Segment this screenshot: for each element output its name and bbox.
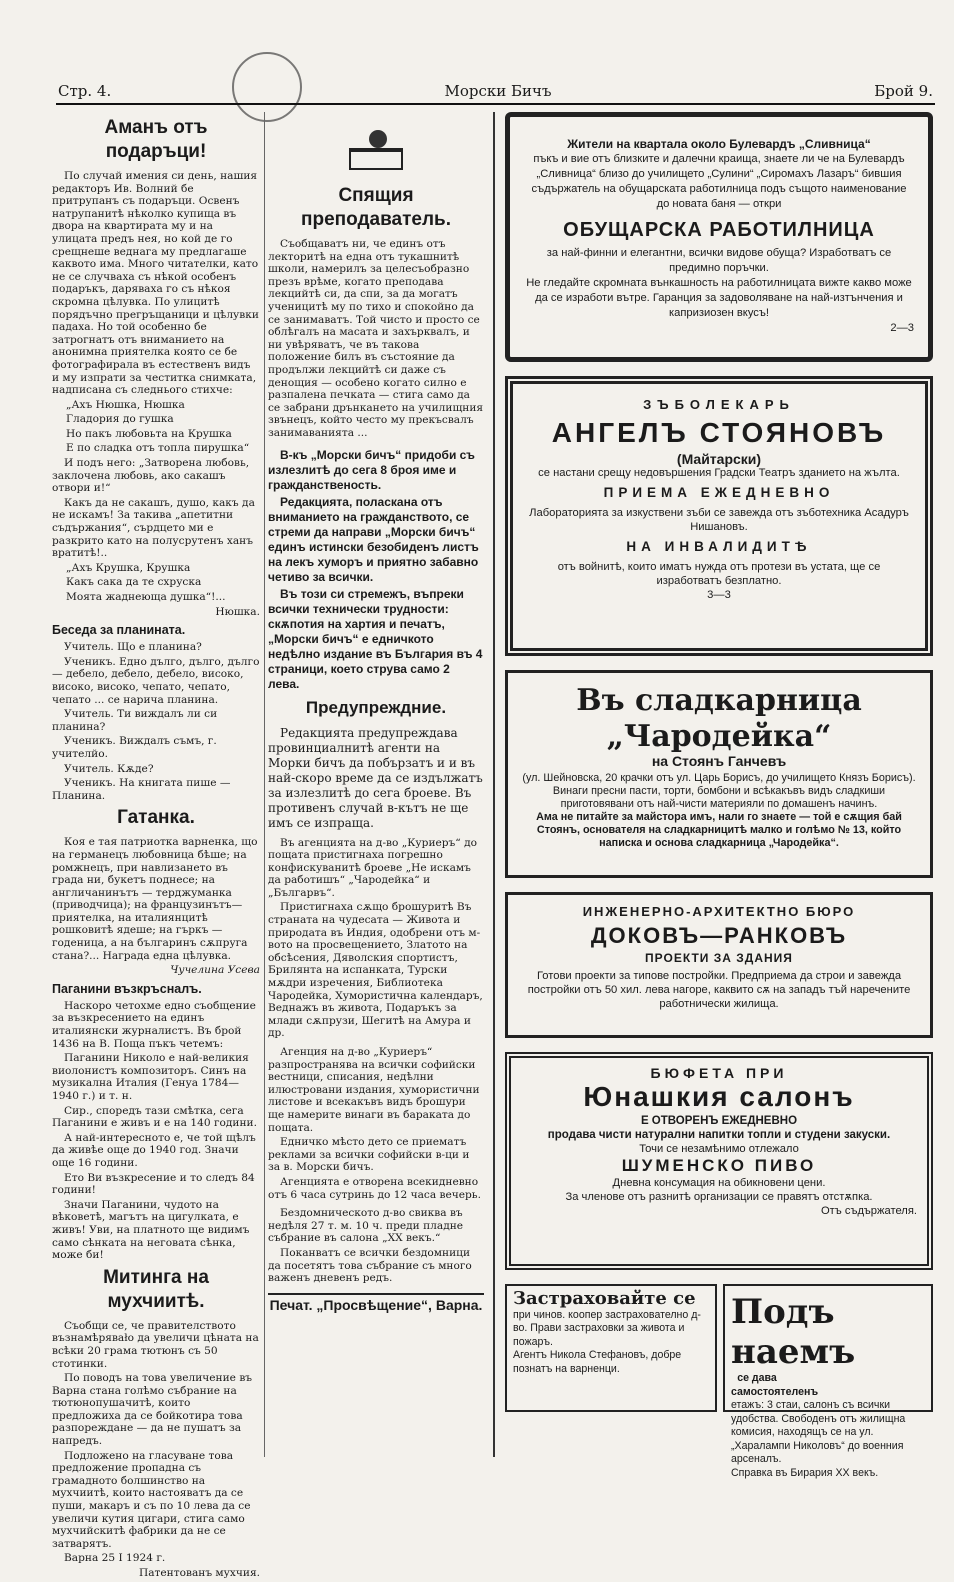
ad-title: ОБУЩАРСКА РАБОТИЛНИЦА — [563, 219, 875, 241]
article-title: Митинга на мухчиитѣ. — [103, 1266, 209, 1312]
ad-title: ДОКОВЪ—РАНКОВЪ — [590, 923, 848, 948]
header-rule — [56, 103, 935, 105]
article-paragraph: Ето Ви възкресение и то следъ 84 години! — [52, 1171, 255, 1197]
article-paragraph: По поводъ на това увеличение въ Варна стана голѣмо събрание на тютюнопушачитѣ, които предложиха да се бойкотира това разпореждане — да не пушатъ за напредъ. — [52, 1372, 253, 1448]
article-paragraph: Въ този си стремежъ, въпреки всички технически трудности: скѫпотия на хартия и печатъ, „Морски бичъ“ е едничкото недѣлно издание въ България въ 4 страници, което струва само 2 лева. — [268, 586, 483, 691]
dentist-ad — [505, 376, 933, 656]
sleeping-teacher-illustration — [341, 118, 411, 178]
article-paragraph: Съобщаватъ ни, че единъ отъ лекторитѣ на една отъ тукашнитѣ школи, намерилъ за целесъобразно презъ врѣме, когато преподава лекцийтѣ си, да спи, за да могатъ ученицитѣ му по тихо и спокойно да се занимаватъ. Той чисто и просто се облѣгалъ на масата и захърквалъ, и ни увѣряватъ, че въ такова положение билъ въ състояние да продължи лекцийтѣ си даже съ денощия — особено когато силно е разпалена печката — стига само да се забрани дрънкането на училищния звънецъ, който често му прекъсвалъ занимаванията ... — [268, 238, 484, 439]
ad-subtitle: НА ИНВАЛИДИТѢ — [626, 539, 812, 554]
poem-line: Гладория до гушка — [66, 413, 174, 426]
insurance-ad — [505, 1284, 717, 1412]
ad-text: (ул. Шейновска, 20 крачки отъ ул. Царь Борисъ, до училището Князъ Борисъ). — [522, 772, 916, 784]
ad-title: ШУМЕНСКО ПИВО — [621, 1156, 817, 1175]
article-title: Предупреждние. — [305, 697, 447, 717]
rent-ad — [723, 1284, 933, 1479]
poem-line: „Ахъ Нюшка, Нюшка — [66, 398, 185, 411]
ad-subtitle: ПРИЕМА ЕЖЕДНЕВНО — [603, 485, 835, 500]
article-paragraph: Наскоро четохме едно съобщение за възкресението на единъ италиянски журналистъ. Въ брой 1436 на В. Поща пъкъ четемъ: — [52, 999, 256, 1050]
article-title: Гатанка. — [117, 807, 195, 829]
bottom-ads — [505, 1284, 933, 1479]
ad-text: Агентъ Никола Стефановъ, добре познатъ на варненци. — [513, 1349, 682, 1375]
article-title: Спящия преподаватель. — [300, 185, 451, 230]
column-2 — [268, 112, 484, 1311]
teacher-head-shape — [369, 130, 387, 148]
ad-title: Юнашкия салонъ — [583, 1081, 855, 1112]
article-signature: Чучелина Усева — [170, 964, 260, 977]
poem-line: Е по сладка отъ топла пирушка“ — [66, 442, 250, 455]
ad-text: Точи се незамѣнимо отлежало — [639, 1143, 799, 1155]
article-paragraph: Какъ да не сакашъ, душо, какъ да не искамъ! За такива „апетитни съдържания“, сърдцето ми е разкрито като на полусрутенъ ханъ вратитѣ!.. — [52, 496, 255, 560]
article-paragraph: Значи Паганини, чудото на вѣковетѣ, магътъ на цигулката, е живъ! Уви, на платното ще видимъ само сѣнката на неговата сѣнка, може би! — [52, 1198, 250, 1262]
ad-text: Дневна консумация на обикновени цени. — [612, 1177, 826, 1189]
article-paragraph: Сир., споредъ тази смѣтка, сега Паганини е живъ и е на 140 години. — [52, 1104, 257, 1130]
ad-text: пъкъ и вие отъ близките и далечни краища, знаете ли че на Булевардъ „Сливница“ близо до училището „Сулини“ „Сиромахъ Лазаръ“ бившия съдържатель на обущарската работилница подъ същото наименование до новата баня — откри — [531, 153, 907, 210]
ad-title: Застраховайте се — [513, 1288, 696, 1309]
article-signature: Патентованъ мухчия. — [139, 1567, 260, 1579]
ad-profession: ЗЪБОЛЕКАРЬ — [643, 397, 795, 412]
article-paragraph: Коя е тая патриотка варненка, що на германецъ любовница бѣше; на ромжнецъ, при навлизането въ града ни, букетъ поднесе; на англичанинътъ — терджуманка (приводчица); на французинътъ—приятелка, на италиянцитѣ рошковитѣ ядеше; на гъркъ —годеница, а на българинъ сѫпруга стана?... Награда една цѣлувка. — [52, 836, 258, 962]
newspaper-title: Морски Бичъ — [444, 82, 552, 100]
article-paragraph: А най-интересното е, че той щѣлъ да живѣе още до 1940 год. Значи още 16 години. — [52, 1131, 256, 1169]
article-paragraph: Редакцията предупреждава провинциалнитѣ агенти на Морки бичъ да побързатъ и и въ най-скоро време да се издължатъ за излезлитѣ до сега броеве. Въ противенъ случай в-кътъ не ще имъ се изпраща. — [268, 725, 483, 830]
article-date: Варна 25 I 1924 г. — [64, 1552, 166, 1565]
buffet-ad — [505, 1052, 933, 1270]
ad-text: отъ войнитѣ, които иматъ нужда отъ протези въ устата, ще се изработватъ безплатно. — [557, 561, 881, 587]
article-signature: Нюшка. — [215, 605, 260, 618]
ad-subtitle: продава чисти натурални напитки топли и студени закуски. — [547, 1129, 891, 1141]
ad-text: при чинов. коопер застрахователно д-во. Прави застраховки за живота и пожаръ. — [513, 1308, 701, 1348]
poem-line: Моята жаднеюща душка“!... — [66, 591, 226, 603]
article-title: Беседа за планината. — [52, 623, 186, 638]
article-paragraph: Едничко мѣсто дето се приематъ реклами за всички софийски в-ци и за в. Морски бичъ. — [268, 1136, 470, 1174]
article-paragraph: Поканватъ се всички бездомници да посетятъ това събрание съ много важенъ дневенъ редъ. — [268, 1246, 472, 1285]
desk-shape — [349, 148, 403, 170]
article-paragraph: Съобщи се, че правителството възнамѣряваło да увеличи цѣната на всѣки 20 грама тютюнъ съ 50 стотинки. — [52, 1319, 259, 1370]
ad-text: се настани срещу недовършения Градски Театръ зданието на жълта. — [538, 467, 900, 479]
ad-subtitle: (Майтарски) — [676, 451, 762, 467]
dialogue-line: Учитель. Що е планина? — [64, 641, 202, 654]
ad-signature: Отъ съдържателя. — [820, 1205, 917, 1217]
ad-heading: БЮФЕТА ПРИ — [650, 1065, 788, 1081]
article-paragraph: Агенция на д-во „Куриеръ“ разпространява на всички софийски вестници, списания, недѣлни илюстровани издания, хумористични листове и всекакъвъ видъ брошури ще намерите винаги въ бараката до пощата. — [268, 1046, 480, 1134]
architect-bureau-ad — [505, 892, 933, 1038]
ad-subtitle: Е ОТВОРЕНЪ ЕЖЕДНЕВНО — [640, 1115, 798, 1127]
ad-heading: Жители на квартала около Булевардъ „Сливница“ — [567, 137, 871, 151]
ad-text: Винаги пресни пасти, торти, бомбони и всѣкакъвъ видъ сладкиши приготовявани отъ най-чисти материяли по домашенъ начинъ. — [552, 785, 886, 810]
ad-text: Готови проекти за типове постройки. Предприема да строи и завежда постройки отъ 50 хил. лева нагоре, каквито сѫ на западъ тъй наречените работнически жилища. — [527, 970, 911, 1010]
article-paragraph: И подъ него: „Затворена любовь, заклочена любовь, ако сакашъ отвори и!“ — [52, 457, 250, 495]
dialogue-line: Ученикъ. Виждалъ съмъ, г. учителйо. — [52, 735, 217, 760]
shoe-workshop-ad — [505, 112, 933, 362]
article-paragraph: Паганини Николо е най-великия виолонистъ композиторъ. Синъ на музикална Италия (Генуа 1784—1940 г.) и т. н. — [52, 1052, 249, 1102]
dialogue-line: Ученикъ. Едно дълго, дълго, дълго — дебело, дебело, дебело, високо, високо, високо, чепато, чепато, чепато ... се нарича планина. — [52, 655, 260, 706]
article-paragraph: Агенцията е отворена всекидневно отъ 6 часа сутринь до 12 часа вечерь. — [268, 1175, 481, 1201]
ad-subtitle: ПРОЕКТИ ЗА ЗДАНИЯ — [645, 951, 793, 965]
article-paragraph: Подложено на гласуване това предложение пропадна съ грамадното болшинство на мухчиитѣ, които настояватъ да се пуши, макаръ и съ по 10 лева да се увеличи кутия цигари, стига само мухчийскитѣ фабрики да не се затварятъ. — [52, 1449, 251, 1550]
poem-line: „Ахъ Крушка, Крушка — [66, 561, 191, 574]
ad-subtitle: се дава самостоятеленъ — [731, 1372, 819, 1398]
column-divider — [264, 112, 265, 1457]
printer-imprint: Печат. „Просвѣщение“, Варна. — [268, 1293, 484, 1312]
ad-title: АНГЕЛЪ СТОЯНОВЪ — [551, 417, 887, 448]
dialogue-line: Учитель. Ти виждалъ ли си планина? — [52, 708, 218, 733]
article-paragraph: В-къ „Морски бичъ“ придоби съ излезлитѣ до сега 8 броя име и гражданственость. — [268, 447, 475, 492]
ad-text: За членове отъ разнитѣ организации се правятъ отстѫпка. — [565, 1191, 873, 1203]
issue-number: Брой 9. — [874, 82, 933, 100]
ad-subtitle: на Стоянъ Ганчевъ — [651, 753, 787, 769]
article-title: Аманъ отъ подаръци! — [104, 117, 208, 162]
column-1 — [52, 112, 260, 1582]
ad-text: за най-финни и елегантни, всички видове обуща? Изработватъ се предимно поръчки. — [546, 247, 892, 274]
article-paragraph: Пристигнаха сѫщо брошуритѣ Въ страната на чудесата — Живота и природата въ Индия, одобрени отъ м-вото на просвещението, Златото на обсѣсения, Дяволския спортистъ, Брилянта на испанката, Турски мѫдри изречения, Библиотека Чародейка, Хумористична календаръ, Веднажъ въ живота, Подаръкъ за млади сѫпрузи, Шегитѣ на Амура и др. — [268, 901, 483, 1040]
article-paragraph: Въ агенцията на д-во „Куриеръ“ до пощата пристигнаха погрешно конфискуванитѣ броеве „Не искамъ да работишъ“ „Чародейка“ и „Българвъ“. — [268, 836, 477, 899]
ad-number: 2—3 — [890, 322, 914, 334]
ad-text: Не гледайте скромната вънкашность на работилницата вижте какво може да се изработи вътре. Гаранция за задоволяване на най-изтънчения и капризиозен вкусъ! — [526, 277, 912, 319]
poem-line: Но пакъ любовьта на Крушка — [66, 427, 232, 440]
article-title: Паганини възкръсналъ. — [52, 981, 202, 996]
ad-heading: ИНЖЕНЕРНО-АРХИТЕКТНО БЮРО — [582, 904, 856, 919]
ad-title: Въ сладкарница „Чародейка“ — [576, 683, 862, 754]
ad-text: Лабораторията за изкуствени зъби се завежда отъ зъботехника Асадуръ Нишановъ. — [529, 507, 909, 533]
ads-column — [505, 112, 933, 1479]
dialogue-line: Ученикъ. На книгата пише — Планина. — [52, 777, 231, 802]
column-divider — [493, 112, 495, 1457]
ad-text: Ама не питайте за майстора имъ, нали го знаете — той е сѫщия бай Стоянъ, основателя на сладкарницитѣ малко и голѣмо № 13, който написка и основа сладкарница „Чародейка“. — [536, 811, 902, 849]
article-paragraph: Редакцията, поласкана отъ вниманието на гражданството, се стреми да направи „Морски бичъ“ единъ истински безобиденъ листъ на лекъ хуморъ и приятно забавно четиво за всички. — [268, 494, 479, 584]
confectionery-ad — [505, 670, 933, 878]
article-paragraph: Бездомническото д-во свиква въ недѣля 27 т. м. 10 ч. преди пладне събрание въ салона „XX векъ.“ — [268, 1207, 464, 1245]
ad-title: Подъ наемъ — [731, 1292, 856, 1372]
ad-text: етажъ: 3 стаи, салонъ съ всички удобства. Свободенъ отъ жилищна комисия, находящъ се на ул. „Харалампи Николовъ“ до военния арсеналъ. — [731, 1399, 906, 1465]
dialogue-line: Учитель. Кѫде? — [64, 762, 154, 775]
poem-line: Какъ сака да те схруска — [66, 576, 202, 589]
article-paragraph: По случай имения си день, нашия редакторъ Ив. Волний бе притрупанъ съ подаръци. Освенъ натрупанитѣ нѣколко купища въ двора на квартирата му и на улицата предъ нея, но кой де го срещнеше веднага му предлагаше каквото има. Много читателки, като не се случваха съ нѣкой особенъ подаръкъ, даряваха го съ нѣкоя скромна цѣлувка. По улицитѣ порядъчно прегръщаници и цѣлувки падаха. Но той особенно бе затрогнатъ отъ вниманието на анонимна приятелка която се бе фотографирала въ естественъ видъ и му изпрати за честитка снимката, надписана съ следнього стихче: — [52, 170, 259, 397]
ad-text: Справка въ Бирария XX векъ. — [731, 1466, 879, 1479]
page-number: Стр. 4. — [58, 82, 112, 100]
ad-number: 3—3 — [707, 589, 731, 601]
